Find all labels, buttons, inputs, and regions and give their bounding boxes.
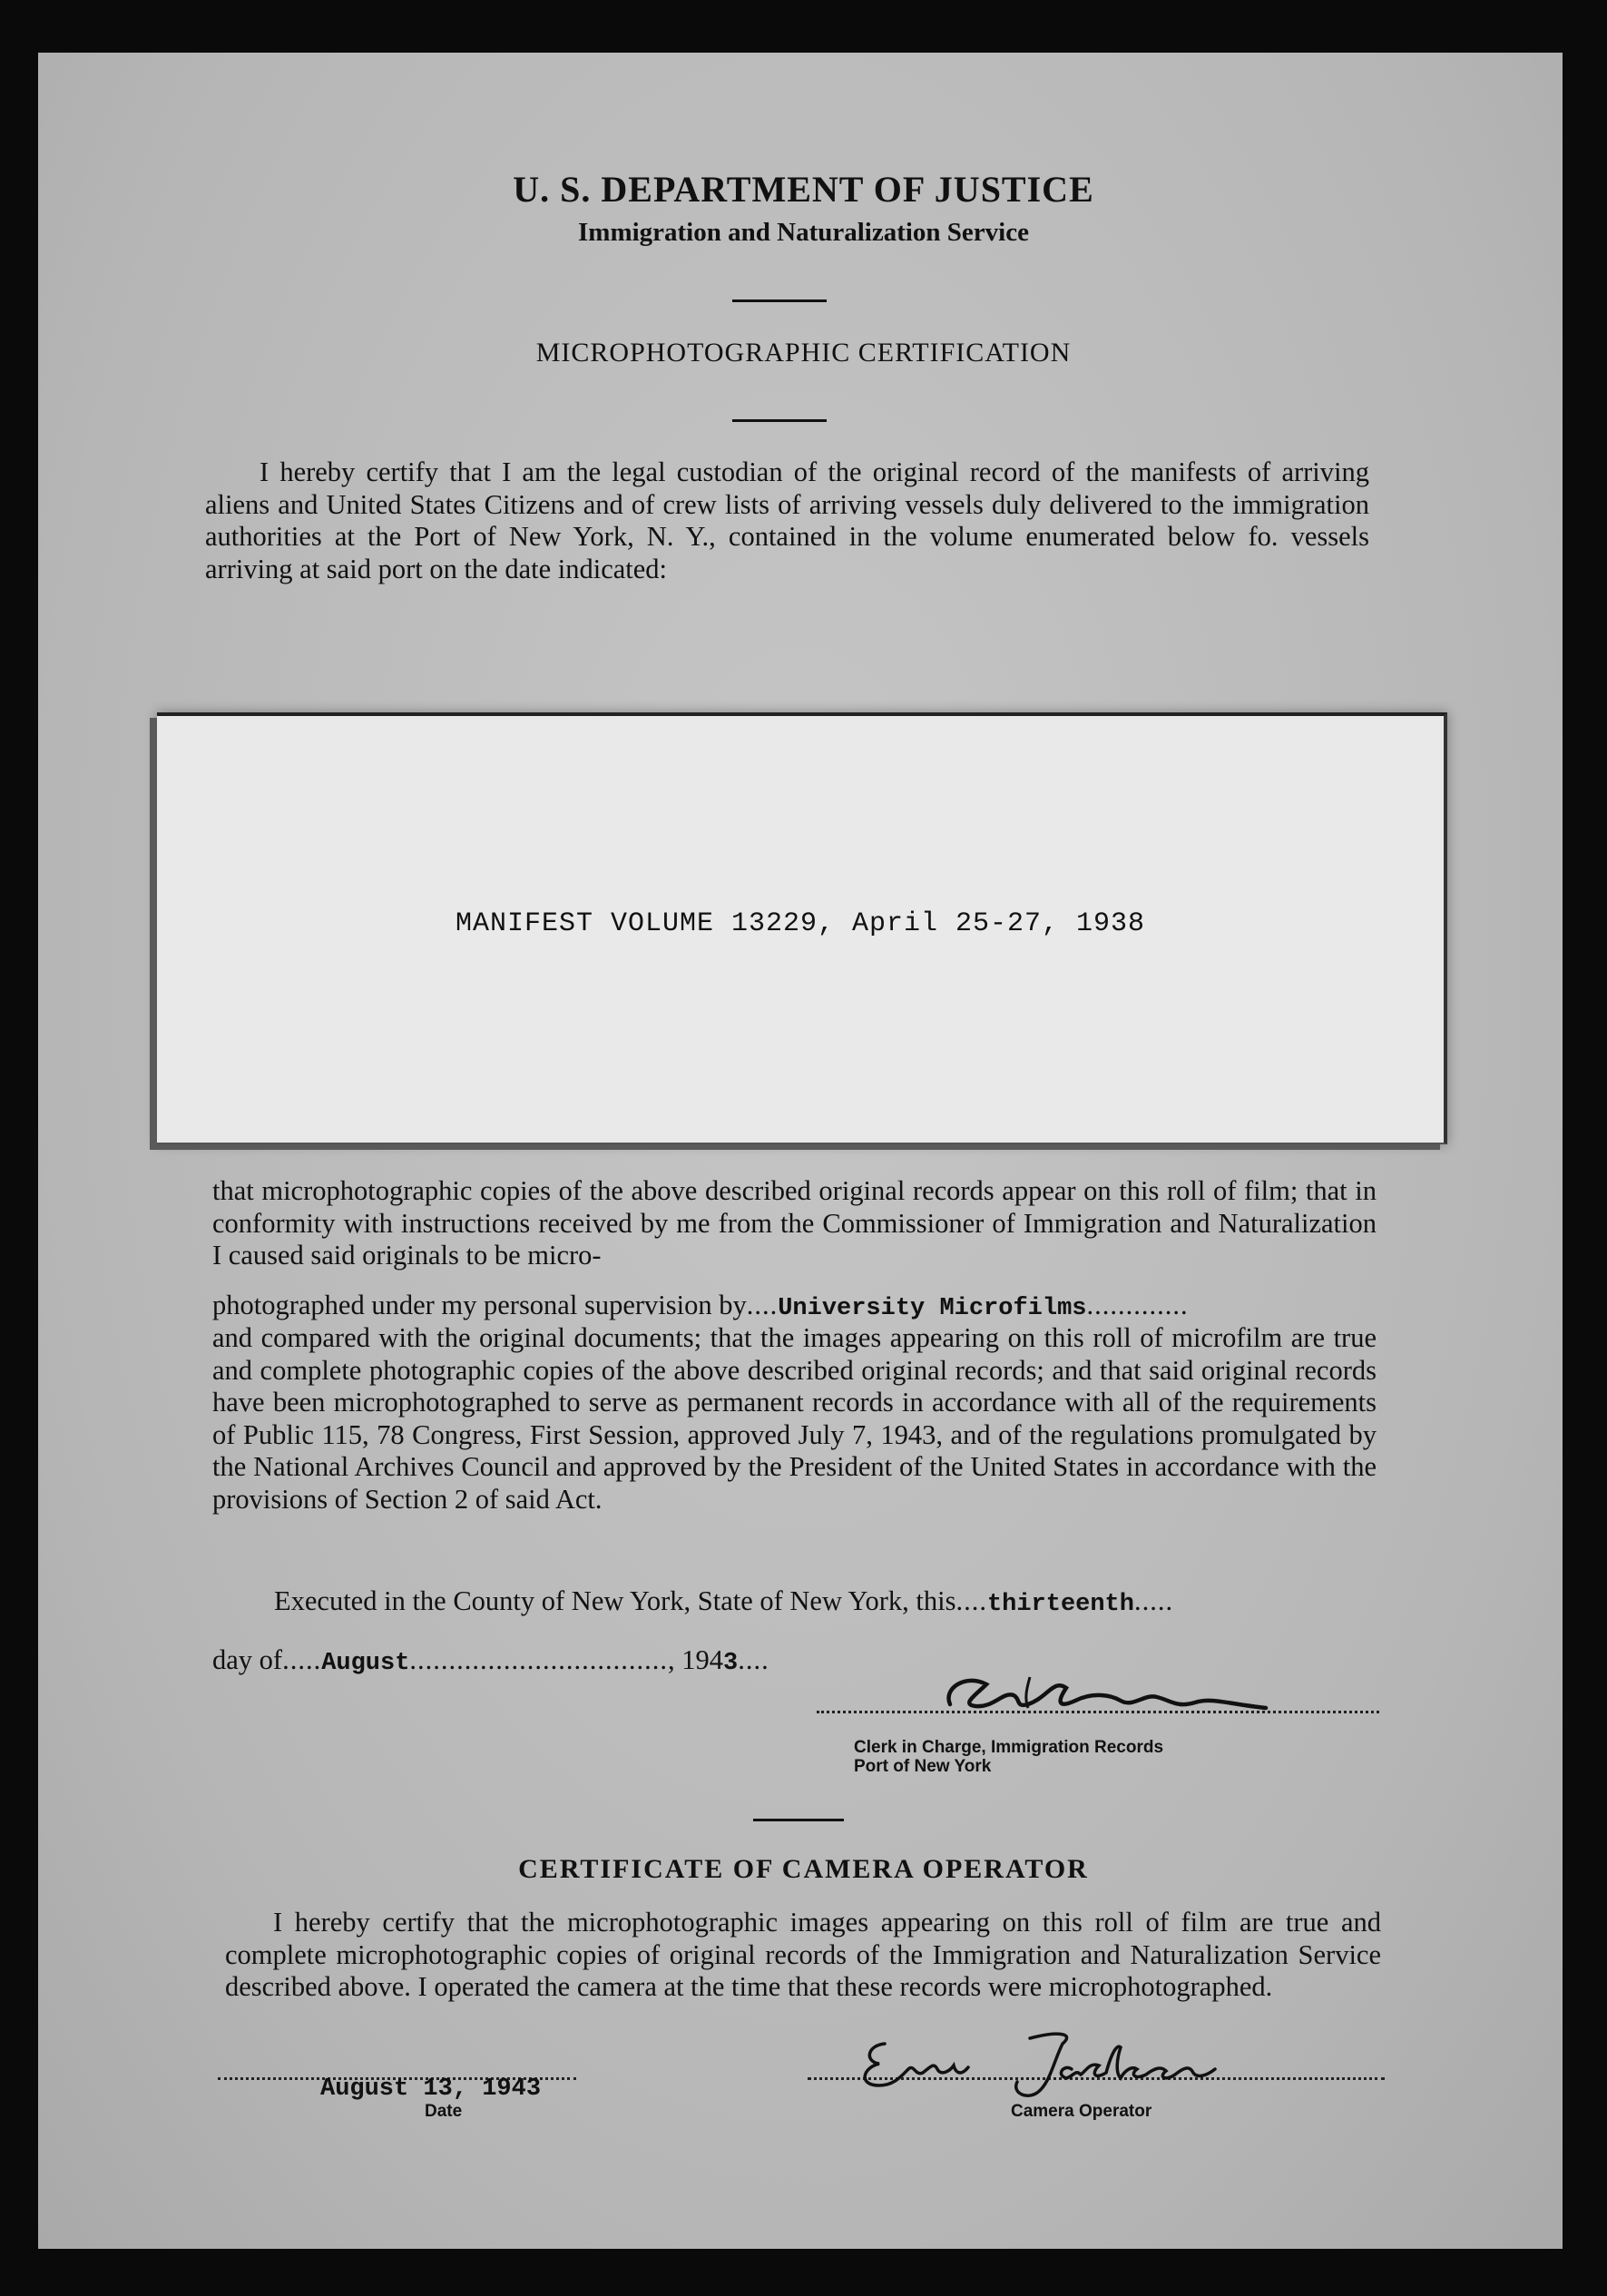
photographed-by-line: photographed under my personal supervision by....University Microfilms.............: [212, 1290, 1189, 1322]
executed-prefix: Executed in the County of New York, State of New York, this: [274, 1585, 956, 1616]
executed-day: thirteenth: [986, 1591, 1134, 1618]
camera-certificate-title: CERTIFICATE OF CAMERA OPERATOR: [518, 1854, 1089, 1884]
divider: [732, 299, 827, 302]
divider: [753, 1819, 844, 1821]
clerk-signature: [939, 1668, 1284, 1722]
year-digit: 3: [723, 1650, 739, 1677]
body-paragraph-rest: and compared with the original documents; that the images appearing on this roll of microfilm are true and complete photographic copies of the above described original records; and that said original records have been microphotographed to serve as permanent records in accordance with all of the requirements of Public 115, 78 Congress, First Session, approved July 7, 1943, and of the regulations promulgated by the National Archives Council and approved by the President of the United States in accordance with the provisions of Section 2 of said Act.: [212, 1322, 1377, 1515]
body-paragraph-start: that microphotographic copies of the above described original records appear on this roll of film; that in conformity with instructions received by me from the Commissioner of Immigration and Naturalization I caused said originals to be micro-: [212, 1175, 1377, 1271]
clerk-title-1: Clerk in Charge, Immigration Records: [854, 1738, 1164, 1757]
executed-line: Executed in the County of New York, State of New York, this....thirteenth.....: [274, 1585, 1174, 1618]
day-of-line: day of.....August................................., 1943....: [212, 1644, 769, 1677]
volume-inset: [157, 712, 1447, 1144]
volume-label: MANIFEST VOLUME 13229, April 25-27, 1938: [455, 908, 1146, 939]
operator-label: Camera Operator: [1011, 2102, 1152, 2121]
year-prefix: , 194: [668, 1644, 724, 1675]
day-of-label: day of: [212, 1644, 283, 1675]
divider: [732, 419, 827, 422]
department-heading: U. S. DEPARTMENT OF JUSTICE: [513, 169, 1094, 210]
executed-month: August: [321, 1650, 410, 1677]
camera-certificate-paragraph: I hereby certify that the microphotographic images appearing on this roll of film are true and complete microphotographic copies of original records of the Immigration and Naturalization Service described above. I operated the camera at the time that these records were microphotographed.: [225, 1907, 1381, 2002]
certification-title: MICROPHOTOGRAPHIC CERTIFICATION: [535, 338, 1072, 368]
camera-date-value: August 13, 1943: [320, 2075, 542, 2103]
clerk-title-2: Port of New York: [854, 1757, 992, 1776]
photographed-prefix: photographed under my personal supervision by: [212, 1290, 747, 1320]
operator-signature: [848, 2026, 1239, 2107]
photographed-by-value: University Microfilms: [778, 1295, 1087, 1322]
service-heading: Immigration and Naturalization Service: [578, 218, 1029, 247]
date-label: Date: [425, 2102, 463, 2121]
intro-paragraph: I hereby certify that I am the legal custodian of the original record of the manifests of arriving aliens and United States Citizens and of crew lists of arriving vessels duly delivered to the immigration authorities at the Port of New York, N. Y., contained in the volume enumerated below fo. vessels arriving at said port on the date indicated:: [205, 456, 1369, 584]
